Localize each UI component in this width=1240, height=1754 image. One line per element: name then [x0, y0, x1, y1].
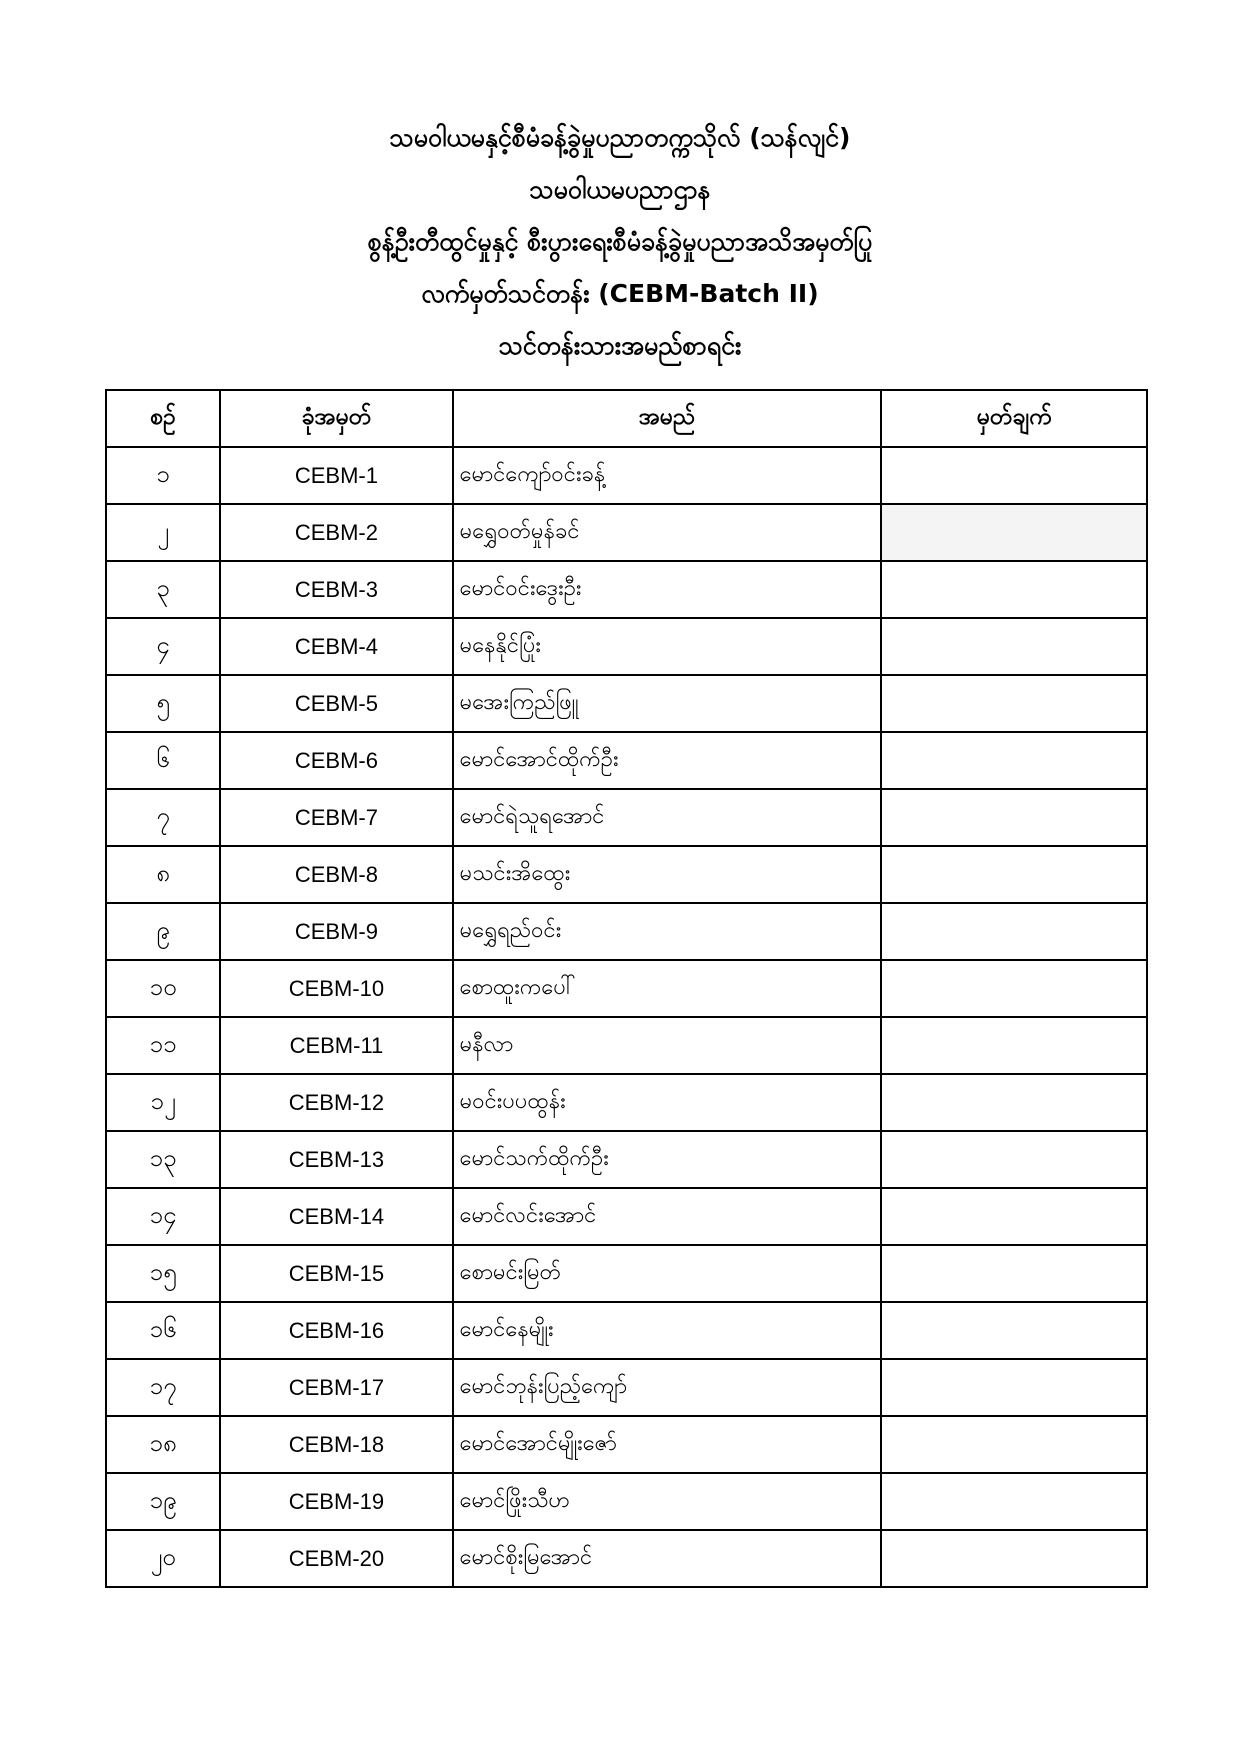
student-list-table: [105, 389, 1148, 1588]
table-row: [106, 1416, 1147, 1473]
table-row: [106, 1017, 1147, 1074]
remark-cell: [881, 504, 1147, 561]
student-name-cell: စောမင်းမြတ်: [453, 1245, 882, 1302]
header-remark: မှတ်ချက်: [881, 390, 1147, 447]
student-name-cell: မောင်ကျော်ဝင်းခန့်: [453, 447, 882, 504]
remark-cell: [881, 618, 1147, 675]
table-row: [106, 618, 1147, 675]
seat-no-cell: CEBM-6: [220, 732, 452, 789]
seat-no-cell: CEBM-20: [220, 1530, 452, 1587]
remark-cell: [881, 1245, 1147, 1302]
seat-no-cell: CEBM-11: [220, 1017, 452, 1074]
seat-no-cell: CEBM-1: [220, 447, 452, 504]
table-row: [106, 960, 1147, 1017]
serial-no-cell: ၃: [106, 561, 220, 618]
serial-no-cell: ၁၂: [106, 1074, 220, 1131]
header-serial-no: စဉ်: [106, 390, 220, 447]
student-name-cell: မဝင်းပပထွန်း: [453, 1074, 882, 1131]
student-name-cell: မောင်ရဲသူရအောင်: [453, 789, 882, 846]
table-body: [106, 447, 1147, 1587]
seat-no-cell: CEBM-4: [220, 618, 452, 675]
seat-no-cell: CEBM-14: [220, 1188, 452, 1245]
remark-cell: [881, 447, 1147, 504]
table-row: [106, 1359, 1147, 1416]
course-title: စွန့်ဦးတီထွင်မှုနှင့် စီးပွားရေးစီမံခန့်ခွဲမှုပညာအသိအမှတ်ပြု: [367, 227, 873, 256]
student-name-cell: မောင်လင်းအောင်: [453, 1188, 882, 1245]
table-row: [106, 1074, 1147, 1131]
seat-no-cell: CEBM-5: [220, 675, 452, 732]
remark-cell: [881, 561, 1147, 618]
seat-no-cell: CEBM-19: [220, 1473, 452, 1530]
serial-no-cell: ၉: [106, 903, 220, 960]
header-seat-no: ခုံအမှတ်: [220, 390, 452, 447]
remark-cell: [881, 732, 1147, 789]
student-name-cell: မရွှေရည်ဝင်း: [453, 903, 882, 960]
table-row: [106, 675, 1147, 732]
seat-no-cell: CEBM-9: [220, 903, 452, 960]
serial-no-cell: ၂: [106, 504, 220, 561]
serial-no-cell: ၁၁: [106, 1017, 220, 1074]
serial-no-cell: ၁၈: [106, 1416, 220, 1473]
serial-no-cell: ၁၃: [106, 1131, 220, 1188]
student-name-cell: မနေနိုင်ပြုံး: [453, 618, 882, 675]
table-row: [106, 1530, 1147, 1587]
student-name-cell: စောထူးကပေါ်: [453, 960, 882, 1017]
serial-no-cell: ၁: [106, 447, 220, 504]
student-name-cell: မောင်ဝင်းဒွေးဦး: [453, 561, 882, 618]
table-row: [106, 1245, 1147, 1302]
remark-cell: [881, 1131, 1147, 1188]
remark-cell: [881, 1416, 1147, 1473]
table-row: [106, 732, 1147, 789]
table-row: [106, 789, 1147, 846]
seat-no-cell: CEBM-3: [220, 561, 452, 618]
remark-cell: [881, 903, 1147, 960]
student-name-cell: မောင်ဖြိုးသီဟ: [453, 1473, 882, 1530]
seat-no-cell: CEBM-17: [220, 1359, 452, 1416]
remark-cell: [881, 1074, 1147, 1131]
student-name-cell: မသင်းအိထွေး: [453, 846, 882, 903]
seat-no-cell: CEBM-12: [220, 1074, 452, 1131]
table-row: [106, 903, 1147, 960]
seat-no-cell: CEBM-2: [220, 504, 452, 561]
remark-cell: [881, 1473, 1147, 1530]
seat-no-cell: CEBM-10: [220, 960, 452, 1017]
serial-no-cell: ၂၀: [106, 1530, 220, 1587]
list-title: သင်တန်းသားအမည်စာရင်း: [498, 331, 742, 360]
table-row: [106, 1473, 1147, 1530]
seat-no-cell: CEBM-18: [220, 1416, 452, 1473]
remark-cell: [881, 789, 1147, 846]
serial-no-cell: ၁၆: [106, 1302, 220, 1359]
table-row: [106, 447, 1147, 504]
serial-no-cell: ၅: [106, 675, 220, 732]
student-name-cell: မောင်အောင်ထိုက်ဦး: [453, 732, 882, 789]
remark-cell: [881, 1188, 1147, 1245]
table-row: [106, 1302, 1147, 1359]
student-name-cell: မောင်စိုးမြအောင်: [453, 1530, 882, 1587]
student-name-cell: မအေးကြည်ဖြူ: [453, 675, 882, 732]
serial-no-cell: ၇: [106, 789, 220, 846]
remark-cell: [881, 675, 1147, 732]
remark-cell: [881, 1359, 1147, 1416]
table-row: [106, 1131, 1147, 1188]
remark-cell: [881, 1302, 1147, 1359]
serial-no-cell: ၆: [106, 732, 220, 789]
serial-no-cell: ၈: [106, 846, 220, 903]
serial-no-cell: ၁၉: [106, 1473, 220, 1530]
serial-no-cell: ၄: [106, 618, 220, 675]
serial-no-cell: ၁၇: [106, 1359, 220, 1416]
remark-cell: [881, 846, 1147, 903]
serial-no-cell: ၁၅: [106, 1245, 220, 1302]
student-name-cell: မောင်ဘုန်းပြည့်ကျော်: [453, 1359, 882, 1416]
seat-no-cell: CEBM-7: [220, 789, 452, 846]
student-name-cell: မောင်သက်ထိုက်ဦး: [453, 1131, 882, 1188]
table-row: [106, 504, 1147, 561]
remark-cell: [881, 960, 1147, 1017]
table-row: [106, 846, 1147, 903]
document-header: [0, 112, 1240, 372]
seat-no-cell: CEBM-16: [220, 1302, 452, 1359]
student-name-cell: မနီလာ: [453, 1017, 882, 1074]
table-header-row: [106, 390, 1147, 447]
seat-no-cell: CEBM-15: [220, 1245, 452, 1302]
table-row: [106, 1188, 1147, 1245]
seat-no-cell: CEBM-13: [220, 1131, 452, 1188]
student-name-cell: မရွှေဝတ်မှုန်ခင်: [453, 504, 882, 561]
seat-no-cell: CEBM-8: [220, 846, 452, 903]
header-name: အမည်: [453, 390, 882, 447]
table-row: [106, 561, 1147, 618]
serial-no-cell: ၁၀: [106, 960, 220, 1017]
course-batch: လက်မှတ်သင်တန်း (CEBM-Batch II): [421, 279, 819, 308]
remark-cell: [881, 1530, 1147, 1587]
serial-no-cell: ၁၄: [106, 1188, 220, 1245]
student-name-cell: မောင်အောင်မျိုးဇော်: [453, 1416, 882, 1473]
university-name: သမဝါယမနှင့်စီမံခန့်ခွဲမှုပညာတက္ကသိုလ် (သန်လျင်): [389, 123, 851, 152]
student-name-cell: မောင်နေမျိုး: [453, 1302, 882, 1359]
department-name: သမဝါယမပညာဌာန: [529, 175, 711, 204]
remark-cell: [881, 1017, 1147, 1074]
